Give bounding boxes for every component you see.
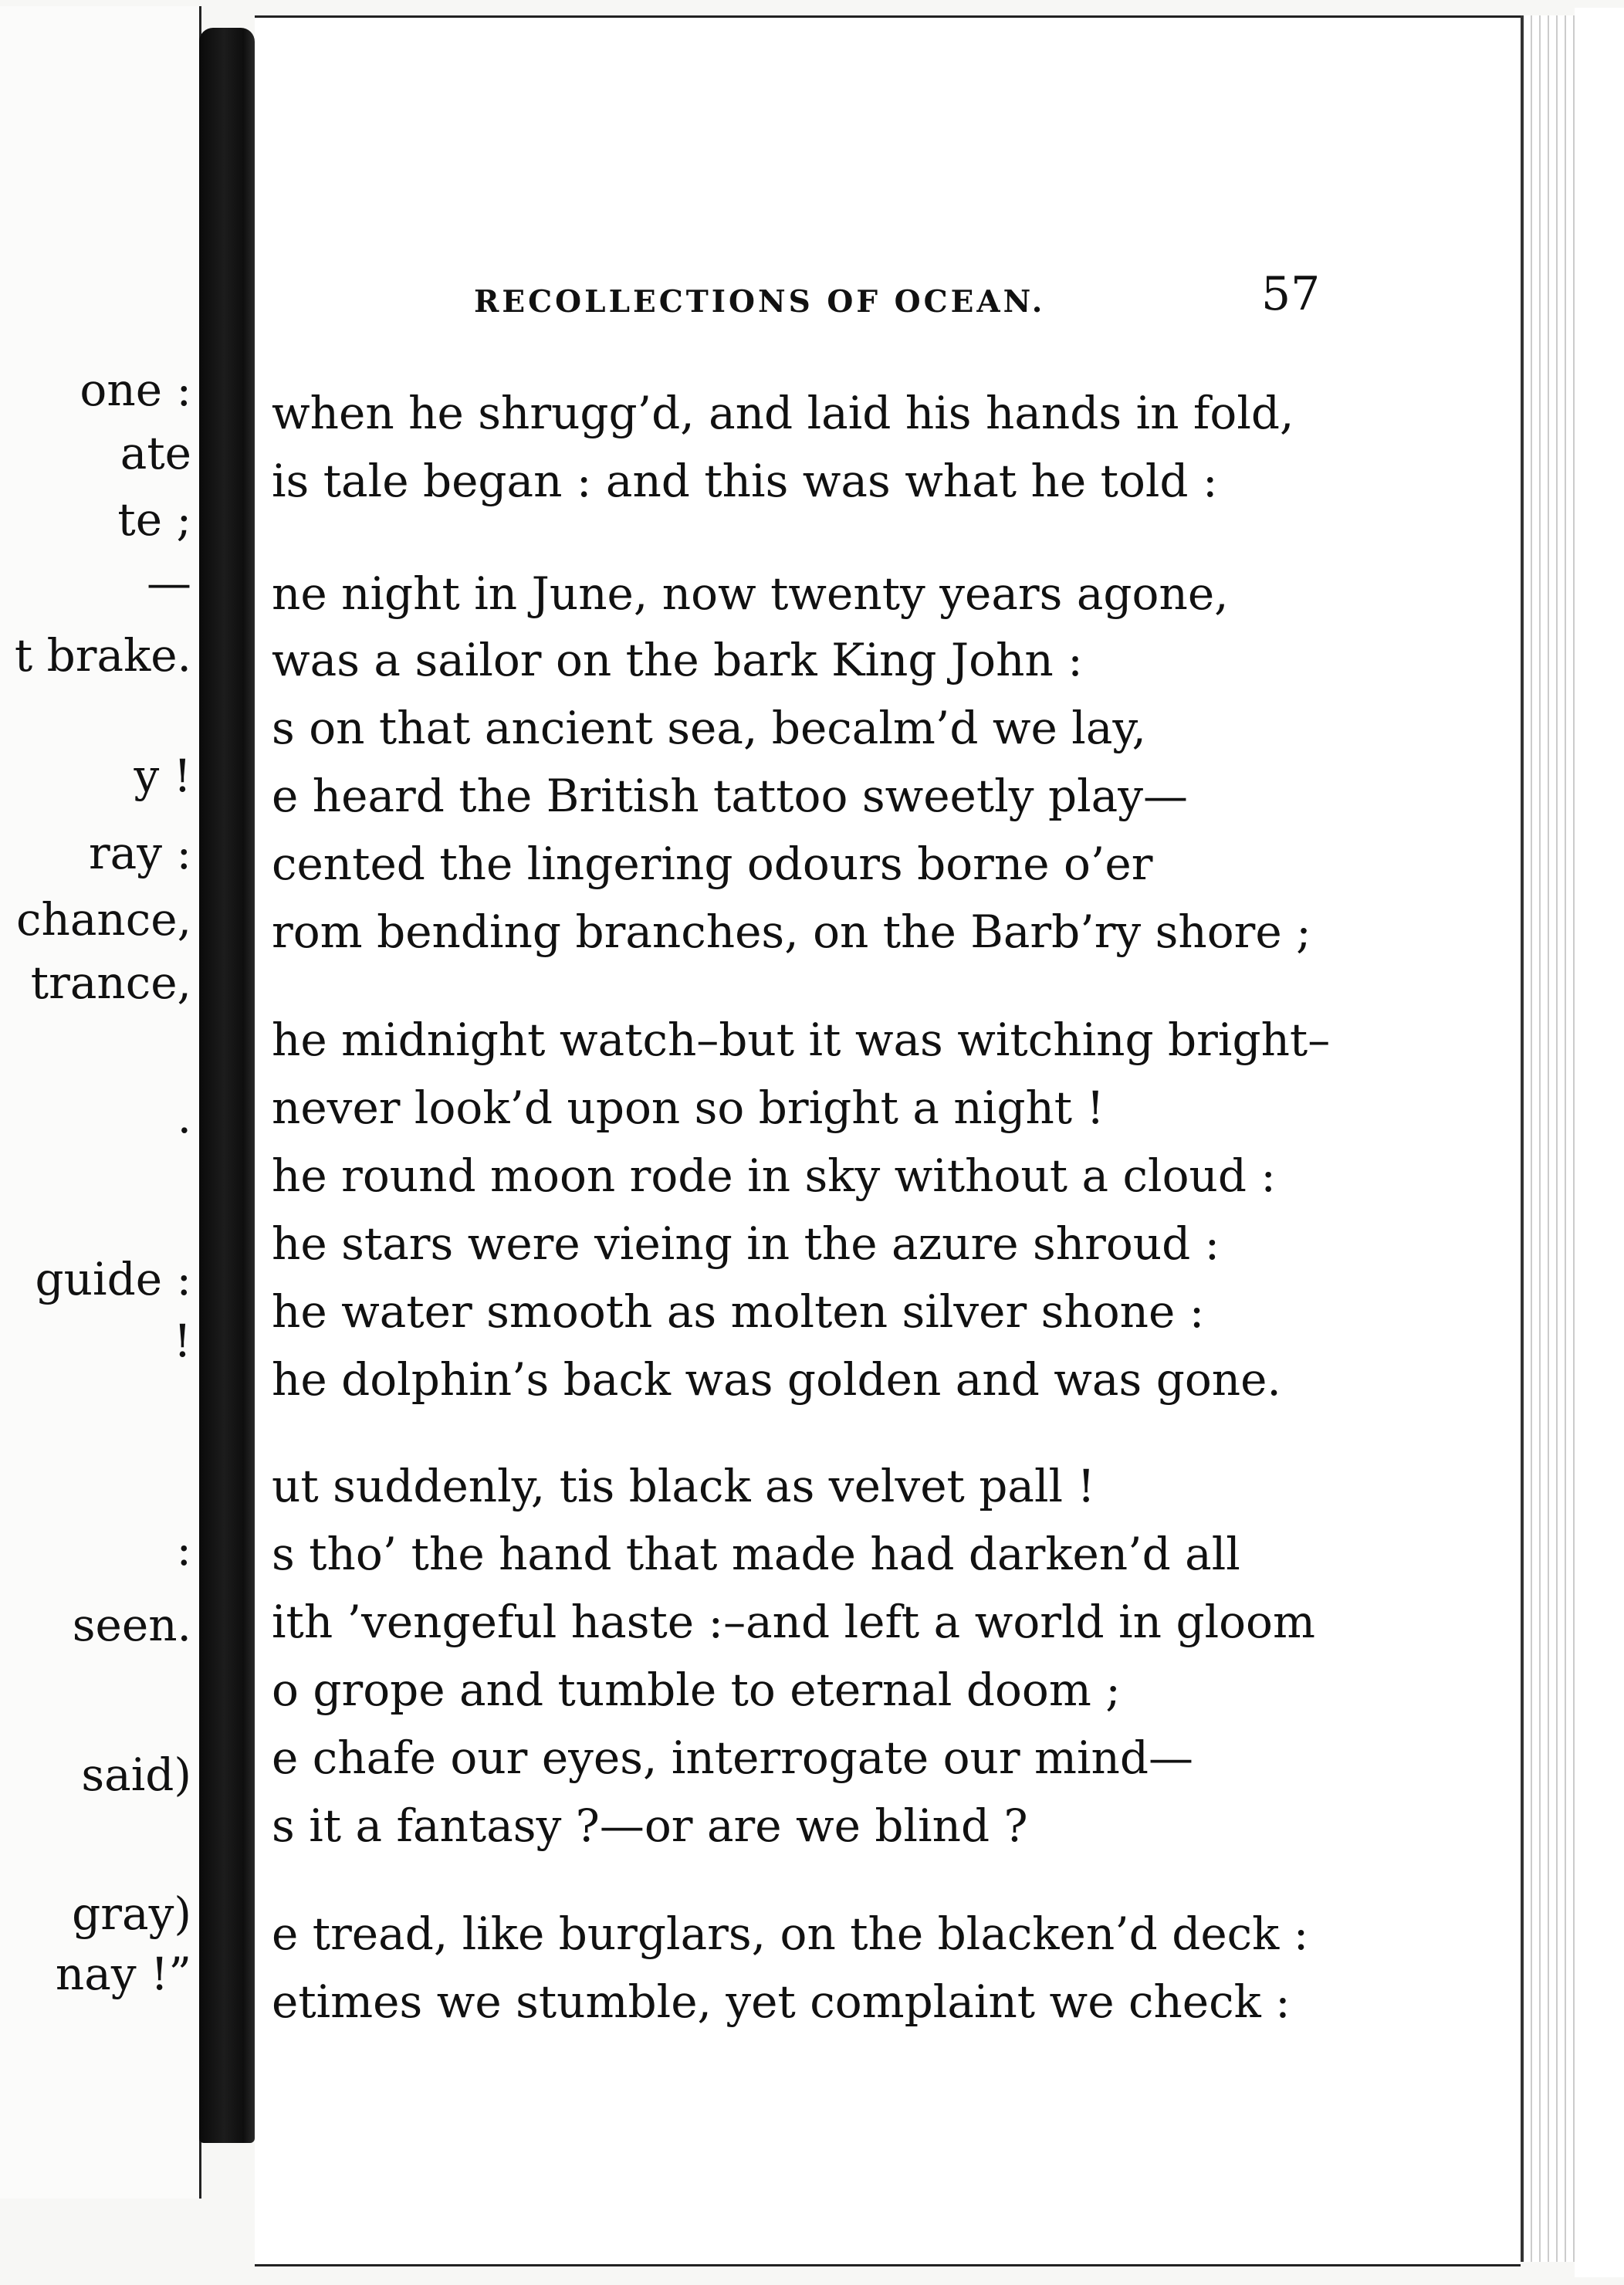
verse-line: is tale began : and this was what he told : — [272, 455, 1218, 507]
verse-line: s it a fantasy ?—or are we blind ? — [272, 1799, 1028, 1852]
verse-line: rom bending branches, on the Barb’ry shore ; — [272, 906, 1311, 958]
page-number: 57 — [1261, 267, 1321, 321]
verse-line: o grope and tumble to eternal doom ; — [272, 1664, 1121, 1716]
left-page-fragment: t brake. — [14, 629, 191, 682]
left-page-fragment: trance, — [30, 956, 191, 1009]
left-facing-page — [0, 6, 201, 2199]
verse-line: he stars were vieing in the azure shroud : — [272, 1217, 1220, 1270]
verse-line: ne night in June, now twenty years agone, — [272, 567, 1229, 620]
verse-line: he midnight watch–but it was witching bright– — [272, 1014, 1331, 1066]
verse-line: e tread, like burglars, on the blacken’d deck : — [272, 1908, 1309, 1960]
left-page-fragment: seen. — [72, 1599, 191, 1651]
verse-line: ith ’vengeful haste :–and left a world in gloom — [272, 1596, 1315, 1648]
verse-line: he water smooth as molten silver shone : — [272, 1285, 1205, 1338]
outer-edge — [1575, 8, 1624, 2277]
left-page-fragment: te ; — [117, 493, 191, 546]
verse-line: was a sailor on the bark King John : — [272, 634, 1083, 686]
verse-line: he round moon rode in sky without a cloud : — [272, 1149, 1276, 1202]
left-page-fragment: nay !” — [55, 1948, 191, 2000]
left-page-fragment: ate — [120, 427, 191, 479]
running-head: RECOLLECTIONS OF OCEAN. — [474, 284, 1046, 320]
verse-line: e heard the British tattoo sweetly play— — [272, 770, 1188, 822]
verse-line: s tho’ the hand that made had darken’d all — [272, 1528, 1240, 1580]
left-page-fragment: said) — [81, 1748, 191, 1801]
left-page-fragment: chance, — [15, 893, 191, 946]
verse-line: cented the lingering odours borne o’er — [272, 838, 1153, 890]
left-page-fragment: . — [177, 1091, 191, 1143]
book-binding-gutter — [199, 28, 255, 2143]
verse-line: never look’d upon so bright a night ! — [272, 1082, 1105, 1134]
left-page-fragment: ray : — [88, 827, 191, 879]
left-page-fragment: gray) — [72, 1887, 191, 1940]
verse-line: when he shrugg’d, and laid his hands in fold, — [272, 387, 1294, 439]
verse-line: ut suddenly, tis black as velvet pall ! — [272, 1460, 1095, 1512]
verse-line: etimes we stumble, yet complaint we check : — [272, 1975, 1291, 2028]
verse-line: e chafe our eyes, interrogate our mind— — [272, 1732, 1194, 1784]
left-page-fragment: y ! — [134, 750, 191, 802]
left-page-fragment: guide : — [35, 1253, 191, 1305]
left-page-fragment: : — [176, 1523, 191, 1576]
page-edges — [1521, 15, 1580, 2262]
left-page-fragment: — — [147, 557, 191, 609]
verse-line: he dolphin’s back was golden and was gone. — [272, 1353, 1281, 1406]
left-page-fragment: one : — [80, 364, 191, 416]
left-page-fragment: ! — [173, 1315, 191, 1367]
verse-line: s on that ancient sea, becalm’d we lay, — [272, 702, 1146, 754]
